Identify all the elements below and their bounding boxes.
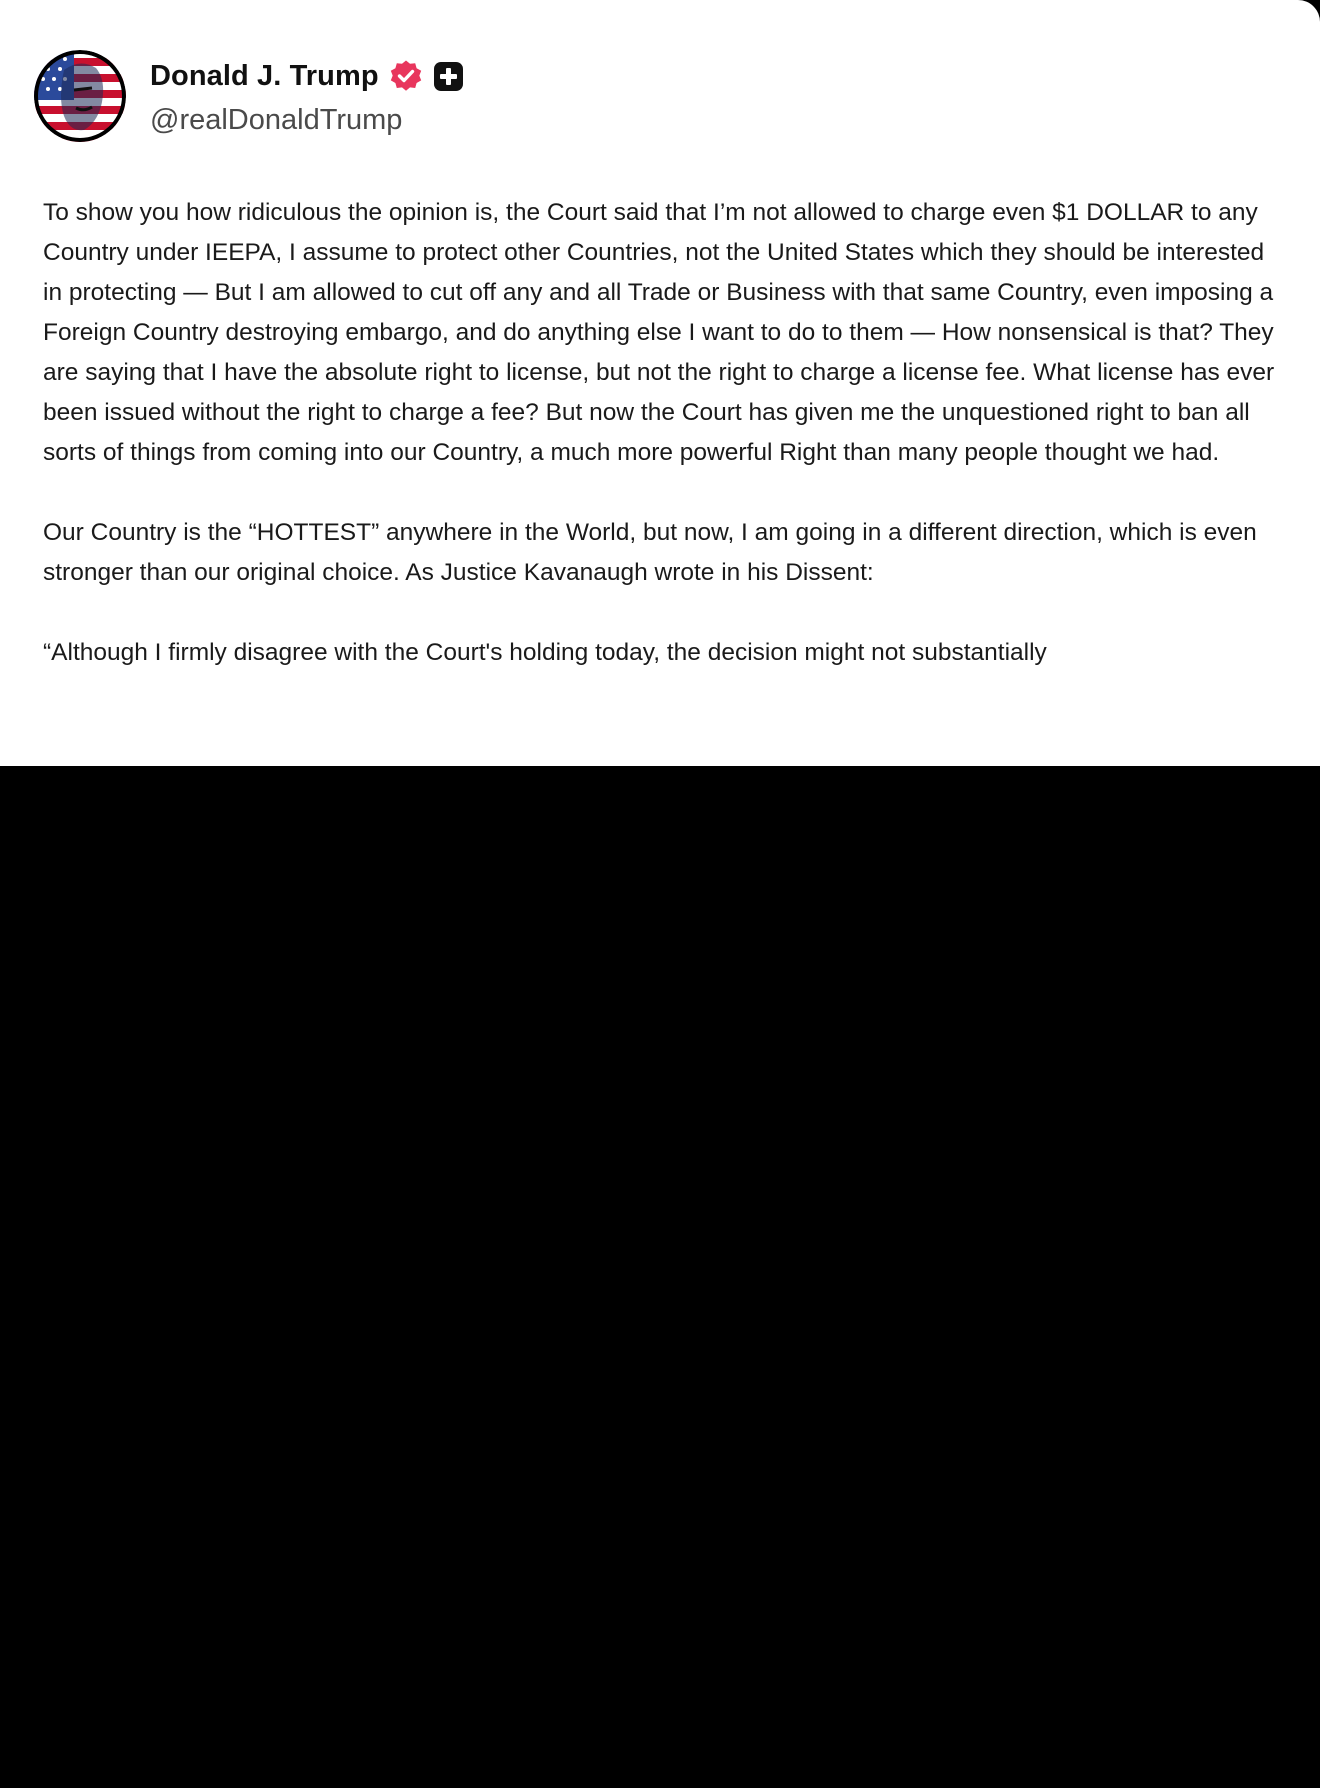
avatar-portrait-flag-icon xyxy=(34,50,126,142)
post-paragraph-2: Our Country is the “HOTTEST” anywhere in the World, but now, I am going in a different direction, which is even stronger than our original choice. As Justice Kavanaugh wrote in his Dissent: xyxy=(43,519,1257,586)
avatar[interactable] xyxy=(34,50,126,142)
post-body xyxy=(43,193,1283,713)
verified-badge-icon xyxy=(389,59,423,93)
post-header xyxy=(34,50,464,142)
name-row xyxy=(150,56,464,96)
plus-badge-icon xyxy=(433,61,464,92)
author-handle[interactable]: @realDonaldTrump xyxy=(150,104,403,136)
author-display-name[interactable]: Donald J. Trump xyxy=(150,59,379,92)
post-paragraph-1: To show you how ridiculous the opinion is, the Court said that I’m not allowed to charge even $1 DOLLAR to any Country under IEEPA, I assume to protect other Countries, not the United States which they should be interested in protecting — But I am allowed to cut off any and all Trade or Business with that same Country, even imposing a Foreign Country destroying embargo, and do anything else I want to do to them — How nonsensical is that? They are saying that I have the absolute right to license, but not the right to charge a license fee. What license has ever been issued without the right to charge a fee? But now the Court has given me the unquestioned right to ban all sorts of things from coming into our Country, a much more powerful Right than many people thought we had. xyxy=(43,199,1275,466)
redacted-area xyxy=(0,766,1320,1788)
post-paragraph-3: “Although I firmly disagree with the Court's holding today, the decision might not substantially xyxy=(43,639,1047,666)
post-card xyxy=(0,0,1320,766)
author-identity xyxy=(150,56,464,137)
